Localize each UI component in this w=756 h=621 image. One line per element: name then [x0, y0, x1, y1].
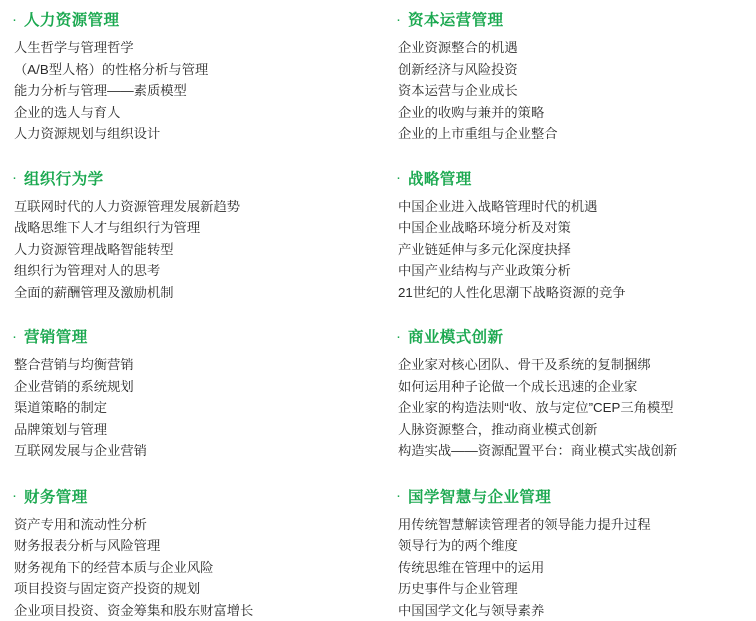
- list-item: 人生哲学与管理哲学: [14, 37, 378, 59]
- bullet-icon: ·: [12, 329, 24, 344]
- list-item: 人脉资源整合，推动商业模式创新: [398, 419, 746, 441]
- list-item: 战略思维下人才与组织行为管理: [14, 217, 378, 239]
- section-header: [396, 8, 746, 30]
- topic-list: [12, 514, 378, 621]
- section-title: 商业模式创新: [408, 325, 503, 347]
- right-column: [378, 8, 746, 621]
- topic-list: [12, 354, 378, 462]
- list-item: （A/B型人格）的性格分析与管理: [14, 59, 378, 81]
- list-item: 产业链延伸与多元化深度抉择: [398, 239, 746, 261]
- section-capital-operation: [396, 8, 746, 145]
- section-header: [12, 8, 378, 30]
- section-header: [12, 325, 378, 347]
- bullet-icon: ·: [12, 12, 24, 27]
- list-item: 中国企业战略环境分析及对策: [398, 217, 746, 239]
- list-item: 互联网时代的人力资源管理发展新趋势: [14, 196, 378, 218]
- list-item: 企业的上市重组与企业整合: [398, 123, 746, 145]
- section-title: 财务管理: [24, 485, 88, 507]
- list-item: 互联网发展与企业营销: [14, 440, 378, 462]
- list-item: 组织行为管理对人的思考: [14, 260, 378, 282]
- bullet-icon: ·: [12, 488, 24, 503]
- topic-list: [396, 514, 746, 621]
- topic-list: [12, 37, 378, 145]
- list-item: 企业营销的系统规划: [14, 376, 378, 398]
- bullet-icon: ·: [396, 488, 408, 503]
- topic-list: [12, 196, 378, 304]
- topic-list: [396, 354, 746, 462]
- section-title: 战略管理: [408, 167, 472, 189]
- bullet-icon: ·: [396, 170, 408, 185]
- list-item: 资本运营与企业成长: [398, 80, 746, 102]
- list-item: 财务报表分析与风险管理: [14, 535, 378, 557]
- bullet-icon: ·: [12, 170, 24, 185]
- list-item: 创新经济与风险投资: [398, 59, 746, 81]
- list-item: 中国国学文化与领导素养: [398, 600, 746, 621]
- section-header: [12, 485, 378, 507]
- list-item: 传统思维在管理中的运用: [398, 557, 746, 579]
- bullet-icon: ·: [396, 12, 408, 27]
- section-title: 资本运营管理: [408, 8, 503, 30]
- section-title: 营销管理: [24, 325, 88, 347]
- list-item: 全面的薪酬管理及激励机制: [14, 282, 378, 304]
- list-item: 中国企业进入战略管理时代的机遇: [398, 196, 746, 218]
- list-item: 整合营销与均衡营销: [14, 354, 378, 376]
- list-item: 构造实战——资源配置平台：商业模式实战创新: [398, 440, 746, 462]
- list-item: 企业的选人与育人: [14, 102, 378, 124]
- section-header: [12, 167, 378, 189]
- list-item: 21世纪的人性化思潮下战略资源的竞争: [398, 282, 746, 304]
- list-item: 企业家对核心团队、骨干及系统的复制捆绑: [398, 354, 746, 376]
- list-item: 品牌策划与管理: [14, 419, 378, 441]
- section-strategic-management: [396, 167, 746, 304]
- list-item: 中国产业结构与产业政策分析: [398, 260, 746, 282]
- list-item: 企业资源整合的机遇: [398, 37, 746, 59]
- list-item: 财务视角下的经营本质与企业风险: [14, 557, 378, 579]
- section-title: 组织行为学: [24, 167, 104, 189]
- list-item: 如何运用种子论做一个成长迅速的企业家: [398, 376, 746, 398]
- list-item: 历史事件与企业管理: [398, 578, 746, 600]
- list-item: 用传统智慧解读管理者的领导能力提升过程: [398, 514, 746, 536]
- section-marketing-management: [12, 325, 378, 462]
- topic-list: [396, 196, 746, 304]
- section-human-resources: [12, 8, 378, 145]
- list-item: 项目投资与固定资产投资的规划: [14, 578, 378, 600]
- bullet-icon: ·: [396, 329, 408, 344]
- section-business-model-innovation: [396, 325, 746, 462]
- list-item: 能力分析与管理——素质模型: [14, 80, 378, 102]
- section-header: [396, 167, 746, 189]
- two-column-layout: [10, 8, 746, 621]
- section-title: 国学智慧与企业管理: [408, 485, 551, 507]
- list-item: 企业项目投资、资金筹集和股东财富增长: [14, 600, 378, 621]
- list-item: 企业的收购与兼并的策略: [398, 102, 746, 124]
- left-column: [10, 8, 378, 621]
- list-item: 资产专用和流动性分析: [14, 514, 378, 536]
- list-item: 领导行为的两个维度: [398, 535, 746, 557]
- section-header: [396, 325, 746, 347]
- section-title: 人力资源管理: [24, 8, 119, 30]
- section-header: [396, 485, 746, 507]
- list-item: 人力资源管理战略智能转型: [14, 239, 378, 261]
- list-item: 渠道策略的制定: [14, 397, 378, 419]
- list-item: 企业家的构造法则“收、放与定位”CEP三角模型: [398, 397, 746, 419]
- list-item: 人力资源规划与组织设计: [14, 123, 378, 145]
- topic-list: [396, 37, 746, 145]
- section-organizational-behavior: [12, 167, 378, 304]
